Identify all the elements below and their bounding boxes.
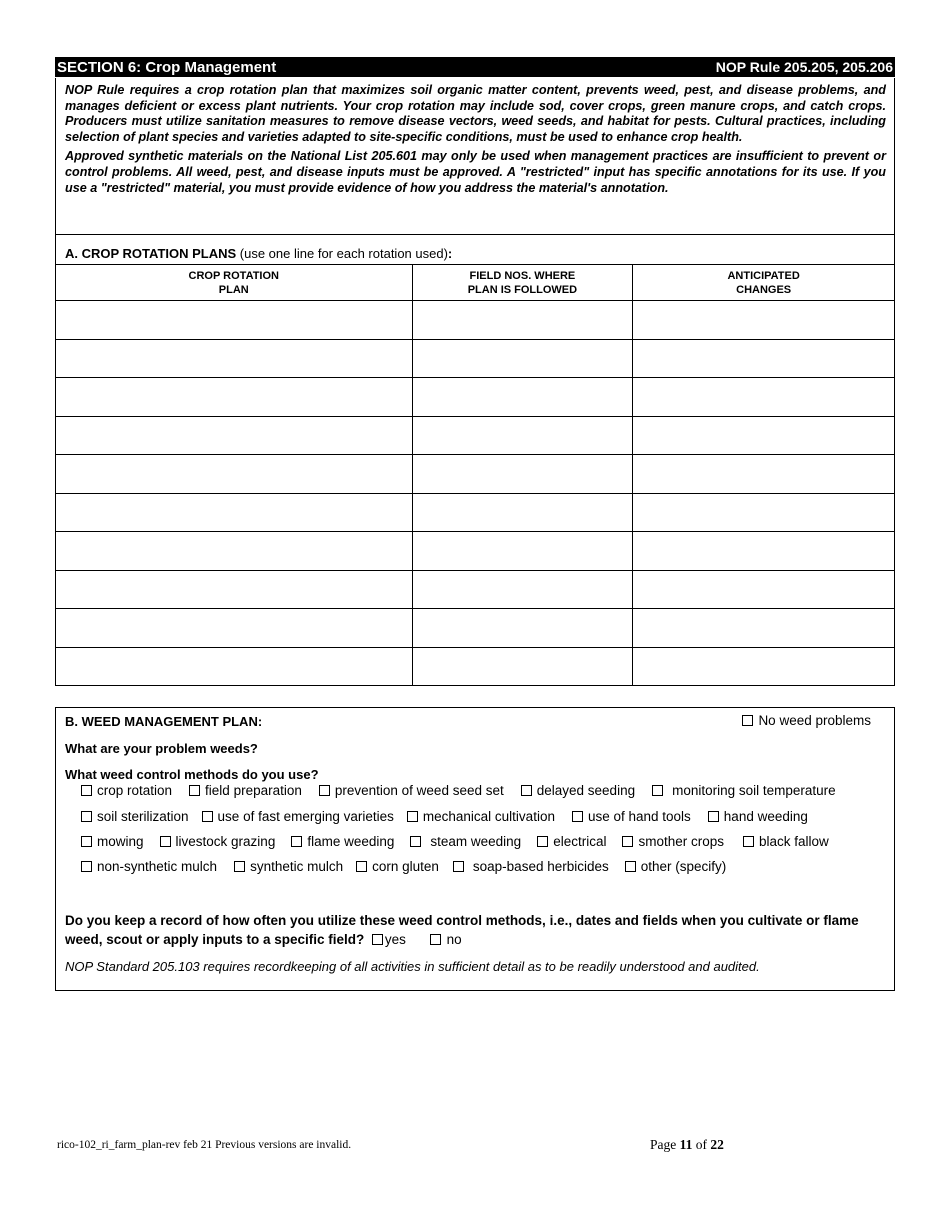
table-row <box>56 493 895 532</box>
rule-reference: NOP Rule 205.205, 205.206 <box>715 59 893 75</box>
method-checkbox[interactable] <box>743 836 754 847</box>
no-option[interactable]: no <box>430 932 462 947</box>
method-checkbox[interactable] <box>291 836 302 847</box>
method-option[interactable]: prevention of weed seed set <box>319 783 504 798</box>
method-checkbox[interactable] <box>453 861 464 872</box>
changes-cell[interactable] <box>633 532 895 571</box>
method-option[interactable]: soap-based herbicides <box>453 859 609 874</box>
method-option[interactable]: use of hand tools <box>572 809 691 824</box>
method-checkbox[interactable] <box>81 861 92 872</box>
method-option[interactable]: other (specify) <box>625 859 727 874</box>
methods-row-2 <box>81 809 808 824</box>
changes-cell[interactable] <box>633 455 895 494</box>
method-option[interactable]: delayed seeding <box>521 783 635 798</box>
table-row <box>56 301 895 340</box>
methods-row-1 <box>81 783 836 798</box>
field-nos-cell[interactable] <box>412 647 633 686</box>
method-option[interactable]: use of fast emerging varieties <box>202 809 394 824</box>
field-nos-cell[interactable] <box>412 493 633 532</box>
col-anticipated-changes: ANTICIPATED CHANGES <box>633 265 895 301</box>
method-checkbox[interactable] <box>708 811 719 822</box>
method-checkbox[interactable] <box>652 785 663 796</box>
control-methods-question: What weed control methods do you use? <box>65 767 319 782</box>
col-field-numbers: FIELD NOS. WHERE PLAN IS FOLLOWED <box>412 265 633 301</box>
field-nos-cell[interactable] <box>412 609 633 648</box>
method-option[interactable]: electrical <box>537 834 606 849</box>
no-weed-problems-option[interactable] <box>742 713 871 728</box>
rotation-plan-cell[interactable] <box>56 416 413 455</box>
method-option[interactable]: soil sterilization <box>81 809 189 824</box>
table-row <box>56 532 895 571</box>
method-checkbox[interactable] <box>81 811 92 822</box>
method-option[interactable]: synthetic mulch <box>234 859 343 874</box>
method-option[interactable]: mechanical cultivation <box>407 809 555 824</box>
method-option[interactable]: non-synthetic mulch <box>81 859 217 874</box>
changes-cell[interactable] <box>633 301 895 340</box>
method-option[interactable]: flame weeding <box>291 834 394 849</box>
table-row <box>56 455 895 494</box>
method-option[interactable]: corn gluten <box>356 859 439 874</box>
table-row <box>56 339 895 378</box>
rotation-plan-cell[interactable] <box>56 339 413 378</box>
crop-rotation-table <box>55 264 895 686</box>
method-checkbox[interactable] <box>572 811 583 822</box>
table-row <box>56 378 895 417</box>
field-nos-cell[interactable] <box>412 532 633 571</box>
recordkeeping-standard-note: NOP Standard 205.103 requires recordkeeping of all activities in sufficient detail as to be readily understood and audited. <box>65 959 760 974</box>
col-crop-rotation-plan: CROP ROTATION PLAN <box>56 265 413 301</box>
method-option[interactable]: field preparation <box>189 783 302 798</box>
intro-paragraph-2: Approved synthetic materials on the National List 205.601 may only be used when management practices are insufficient to prevent or control problems. All weed, pest, and disease inputs must be approved. A "restricted" input has specific annotations for its use. If you use a "restricted" material, you must provide evidence of how you address the material's annotation. <box>65 149 886 195</box>
methods-row-3 <box>81 834 829 849</box>
method-checkbox[interactable] <box>189 785 200 796</box>
yes-checkbox[interactable] <box>372 934 383 945</box>
method-option[interactable]: monitoring soil temperature <box>652 783 836 798</box>
table-row <box>56 570 895 609</box>
weed-plan-title: B. WEED MANAGEMENT PLAN: <box>65 714 263 729</box>
method-checkbox[interactable] <box>356 861 367 872</box>
no-weed-problems-checkbox[interactable] <box>742 715 753 726</box>
changes-cell[interactable] <box>633 378 895 417</box>
method-checkbox[interactable] <box>521 785 532 796</box>
field-nos-cell[interactable] <box>412 301 633 340</box>
crop-rotation-title: A. CROP ROTATION PLANS (use one line for each rotation used): <box>65 246 453 261</box>
field-nos-cell[interactable] <box>412 339 633 378</box>
footer-page-number: Page 11 of 22 <box>650 1137 724 1152</box>
footer-document-id: rico-102_ri_farm_plan-rev feb 21 Previous versions are invalid. <box>57 1139 352 1151</box>
rotation-plan-cell[interactable] <box>56 532 413 571</box>
method-option[interactable]: hand weeding <box>708 809 808 824</box>
rotation-plan-cell[interactable] <box>56 570 413 609</box>
yes-option[interactable]: yes <box>368 932 406 947</box>
method-checkbox[interactable] <box>625 861 636 872</box>
rotation-plan-cell[interactable] <box>56 378 413 417</box>
problem-weeds-question: What are your problem weeds? <box>65 741 258 756</box>
field-nos-cell[interactable] <box>412 416 633 455</box>
intro-box <box>55 78 895 235</box>
changes-cell[interactable] <box>633 493 895 532</box>
method-option[interactable]: mowing <box>81 834 144 849</box>
table-row <box>56 416 895 455</box>
method-option[interactable]: livestock grazing <box>160 834 276 849</box>
changes-cell[interactable] <box>633 647 895 686</box>
recordkeeping-question: Do you keep a record of how often you utilize these weed control methods, i.e., dates and fields when you cultivate or flame weed, scout or apply inputs to a specific field? yes no <box>65 913 859 947</box>
changes-cell[interactable] <box>633 416 895 455</box>
method-option[interactable]: crop rotation <box>81 783 172 798</box>
method-checkbox[interactable] <box>160 836 171 847</box>
method-option[interactable]: black fallow <box>743 834 829 849</box>
method-checkbox[interactable] <box>202 811 213 822</box>
table-row <box>56 609 895 648</box>
rotation-plan-cell[interactable] <box>56 455 413 494</box>
field-nos-cell[interactable] <box>412 570 633 609</box>
changes-cell[interactable] <box>633 339 895 378</box>
method-checkbox[interactable] <box>81 836 92 847</box>
method-checkbox[interactable] <box>622 836 633 847</box>
method-checkbox[interactable] <box>410 836 421 847</box>
method-option[interactable]: steam weeding <box>410 834 521 849</box>
method-checkbox[interactable] <box>234 861 245 872</box>
method-option[interactable]: smother crops <box>622 834 724 849</box>
method-checkbox[interactable] <box>81 785 92 796</box>
method-checkbox[interactable] <box>537 836 548 847</box>
changes-cell[interactable] <box>633 570 895 609</box>
section-title: SECTION 6: Crop Management <box>57 58 277 76</box>
field-nos-cell[interactable] <box>412 378 633 417</box>
weed-management-section <box>55 707 895 991</box>
rotation-plan-cell[interactable] <box>56 609 413 648</box>
rotation-plan-cell[interactable] <box>56 493 413 532</box>
method-checkbox[interactable] <box>407 811 418 822</box>
changes-cell[interactable] <box>633 609 895 648</box>
no-checkbox[interactable] <box>430 934 441 945</box>
crop-rotation-section <box>55 235 895 686</box>
intro-paragraph-1: NOP Rule requires a crop rotation plan that maximizes soil organic matter content, prevents weed, pest, and disease problems, and manages deficient or excess plant nutrients. Your crop rotation may include sod, cover crops, green manure crops, and catch crops. Producers must utilize sanitation measures to remove disease vectors, weed seeds, and habitat for pests. Cultural practices, including selection of plant species and varieties adapted to site-specific conditions, must be used to enhance crop health. <box>65 83 886 144</box>
field-nos-cell[interactable] <box>412 455 633 494</box>
rotation-plan-cell[interactable] <box>56 301 413 340</box>
section-header <box>55 57 895 77</box>
method-checkbox[interactable] <box>319 785 330 796</box>
table-row <box>56 647 895 686</box>
rotation-plan-cell[interactable] <box>56 647 413 686</box>
no-weed-problems-label: No weed problems <box>758 713 871 728</box>
methods-row-4 <box>81 859 726 874</box>
